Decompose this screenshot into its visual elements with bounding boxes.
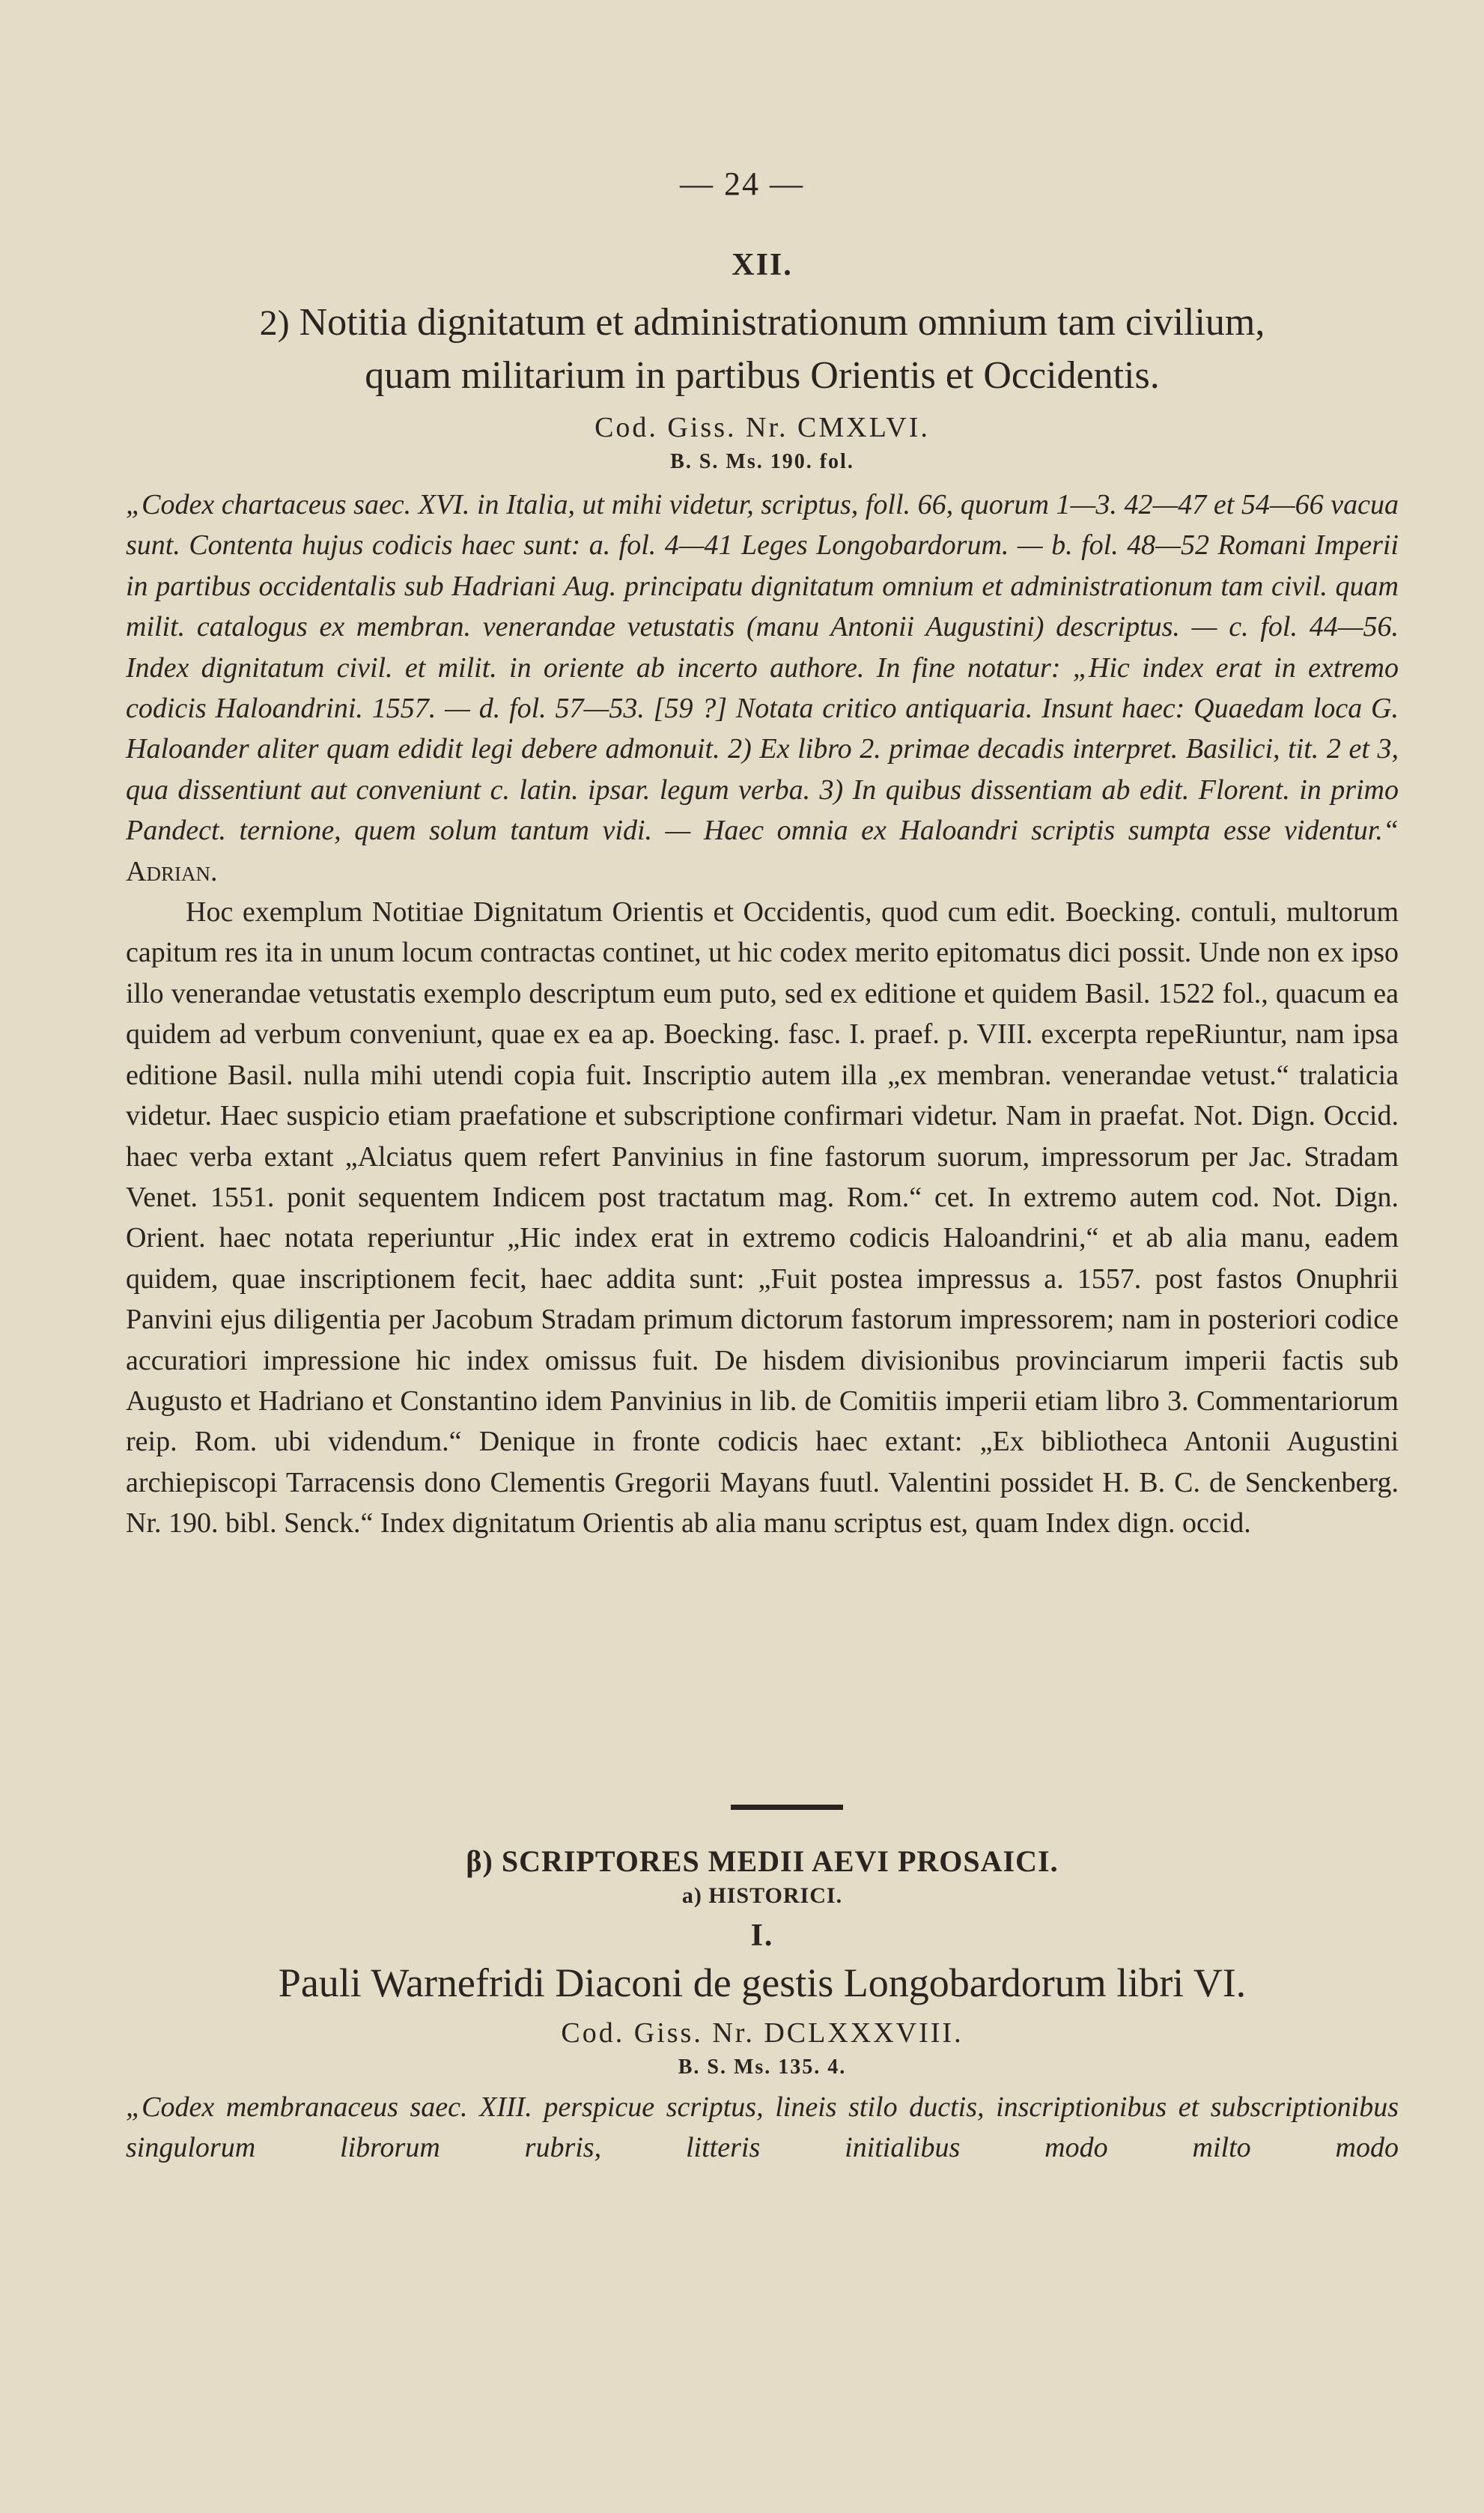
- codex-description: [126, 484, 1399, 892]
- title-text-1: Notitia dignitatum et administrationum omnium tam civilium,: [299, 301, 1265, 344]
- description-text: „Codex chartaceus saec. XVI. in Italia, ut mihi videtur, scriptus, foll. 66, quorum 1—3. 42—47 et 54—66 vacua sunt. Contenta hujus codicis haec sunt: a. fol. 4—41 Leges Longobardorum. — b. fol. 48—52 Romani Imperii in partibus occidentalis sub Hadriani Aug. principatu dignitatum omnium et administrationum tam civil. quam milit. catalogus ex membran. venerandae vetustatis (manu Antonii Augustini) descriptus. — c. fol. 44—56. Index dignitatum civil. et milit. in oriente ab incerto authore. In fine notatur: „Hic index erat in extremo codicis Haloandrini. 1557. — d. fol. 57—53. [59 ?] Notata critico antiquaria. Insunt haec: Quaedam loca G. Haloander aliter quam edidit legi debere admonuit. 2) Ex libro 2. primae decadis interpret. Basilici, tit. 2 et 3, qua dissentiunt aut conveniunt c. latin. ipsar. legum verba. 3) In quibus dissentiam ab edit. Florent. in primo Pandect. ternione, quem solum tantum vidi. — Haec omnia ex Haloandri scriptis sumpta esse videntur.“: [126, 489, 1399, 847]
- category-subheading: a) HISTORICI.: [681, 1883, 843, 1908]
- section-title: [126, 297, 1399, 402]
- entry-description: „Codex membranaceus saec. XIII. perspicue scriptus, lineis stilo ductis, inscriptionibus et subscriptionibus singulorum librorum rubris, litteris initialibus modo milto modo: [126, 2091, 1399, 2164]
- entry-title: Pauli Warnefridi Diaconi de gestis Longobardorum libri VI.: [278, 1960, 1247, 2005]
- entry-codex-reference: Cod. Giss. Nr. DCLXXXVIII.: [561, 2017, 964, 2049]
- category-heading: β) SCRIPTORES MEDII AEVI PROSAICI.: [466, 1844, 1059, 1878]
- section-scriptores: [126, 1844, 1399, 2169]
- section-number: XII.: [732, 248, 793, 282]
- title-line-1: [126, 297, 1399, 350]
- attribution: Adrian.: [126, 855, 218, 887]
- entry-shelfmark: B. S. Ms. 135. 4.: [678, 2055, 847, 2079]
- page-number: — 24 —: [680, 165, 804, 202]
- entry-number: I.: [750, 1918, 774, 1953]
- title-line-2: quam militarium in partibus Orientis et Occidentis.: [365, 354, 1160, 397]
- section-divider: [731, 1805, 843, 1810]
- item-number: 2): [259, 303, 290, 343]
- section-xii: [126, 247, 1399, 1544]
- shelfmark: B. S. Ms. 190. fol.: [670, 450, 854, 473]
- codex-reference: Cod. Giss. Nr. CMXLVI.: [594, 412, 930, 443]
- commentary: Hoc exemplum Notitiae Dignitatum Orientis et Occidentis, quod cum edit. Boecking. contuli, multorum capitum res ita in unum locum contractas continet, ut hic codex merito epitomatus dici possit. Unde non ex ipso illo venerandae vetustatis exemplo descriptum eum puto, sed ex editione et quidem Basil. 1522 fol., quacum ea quidem ad verbum conveniunt, quae ex ea ap. Boecking. fasc. I. praef. p. VIII. excerpta repeRiuntur, nam ipsa editione Basil. nulla mihi utendi copia fuit. Inscriptio autem illa „ex membran. venerandae vetust.“ tralaticia videtur. Haec suspicio etiam praefatione et subscriptione confirmari videtur. Nam in praefat. Not. Dign. Occid. haec verba extant „Alciatus quem refert Panvinius in fine fastorum suorum, impressorum per Jac. Stradam Venet. 1551. ponit sequentem Indicem post tractatum mag. Rom.“ cet. In extremo autem cod. Not. Dign. Orient. haec notata reperiuntur „Hic index erat in extremo codicis Haloandrini,“ et ab alia manu, eadem quidem, quae inscriptionem fecit, haec addita sunt: „Fuit postea impressus a. 1557. post fastos Onuphrii Panvini ejus diligentia per Jacobum Stradam primum dictorum fastorum impressorem; nam in posteriori codice accuratiori impressione hic index omissus fuit. De hisdem divisionibus provinciarum imperii factis sub Augusto et Hadriano et Constantino idem Panvinius in lib. de Comitiis imperii etiam libro 3. Commentariorum reip. Rom. ubi videndum.“ Denique in fronte codicis haec extant: „Ex bibliotheca Antonii Augustini archiepiscopi Tarracensis dono Clementis Gregorii Mayans fuutl. Valentini possidet H. B. C. de Senckenberg. Nr. 190. bibl. Senck.“ Index dignitatum Orientis ab alia manu scriptus est, quam Index dign. occid.: [126, 896, 1399, 1540]
